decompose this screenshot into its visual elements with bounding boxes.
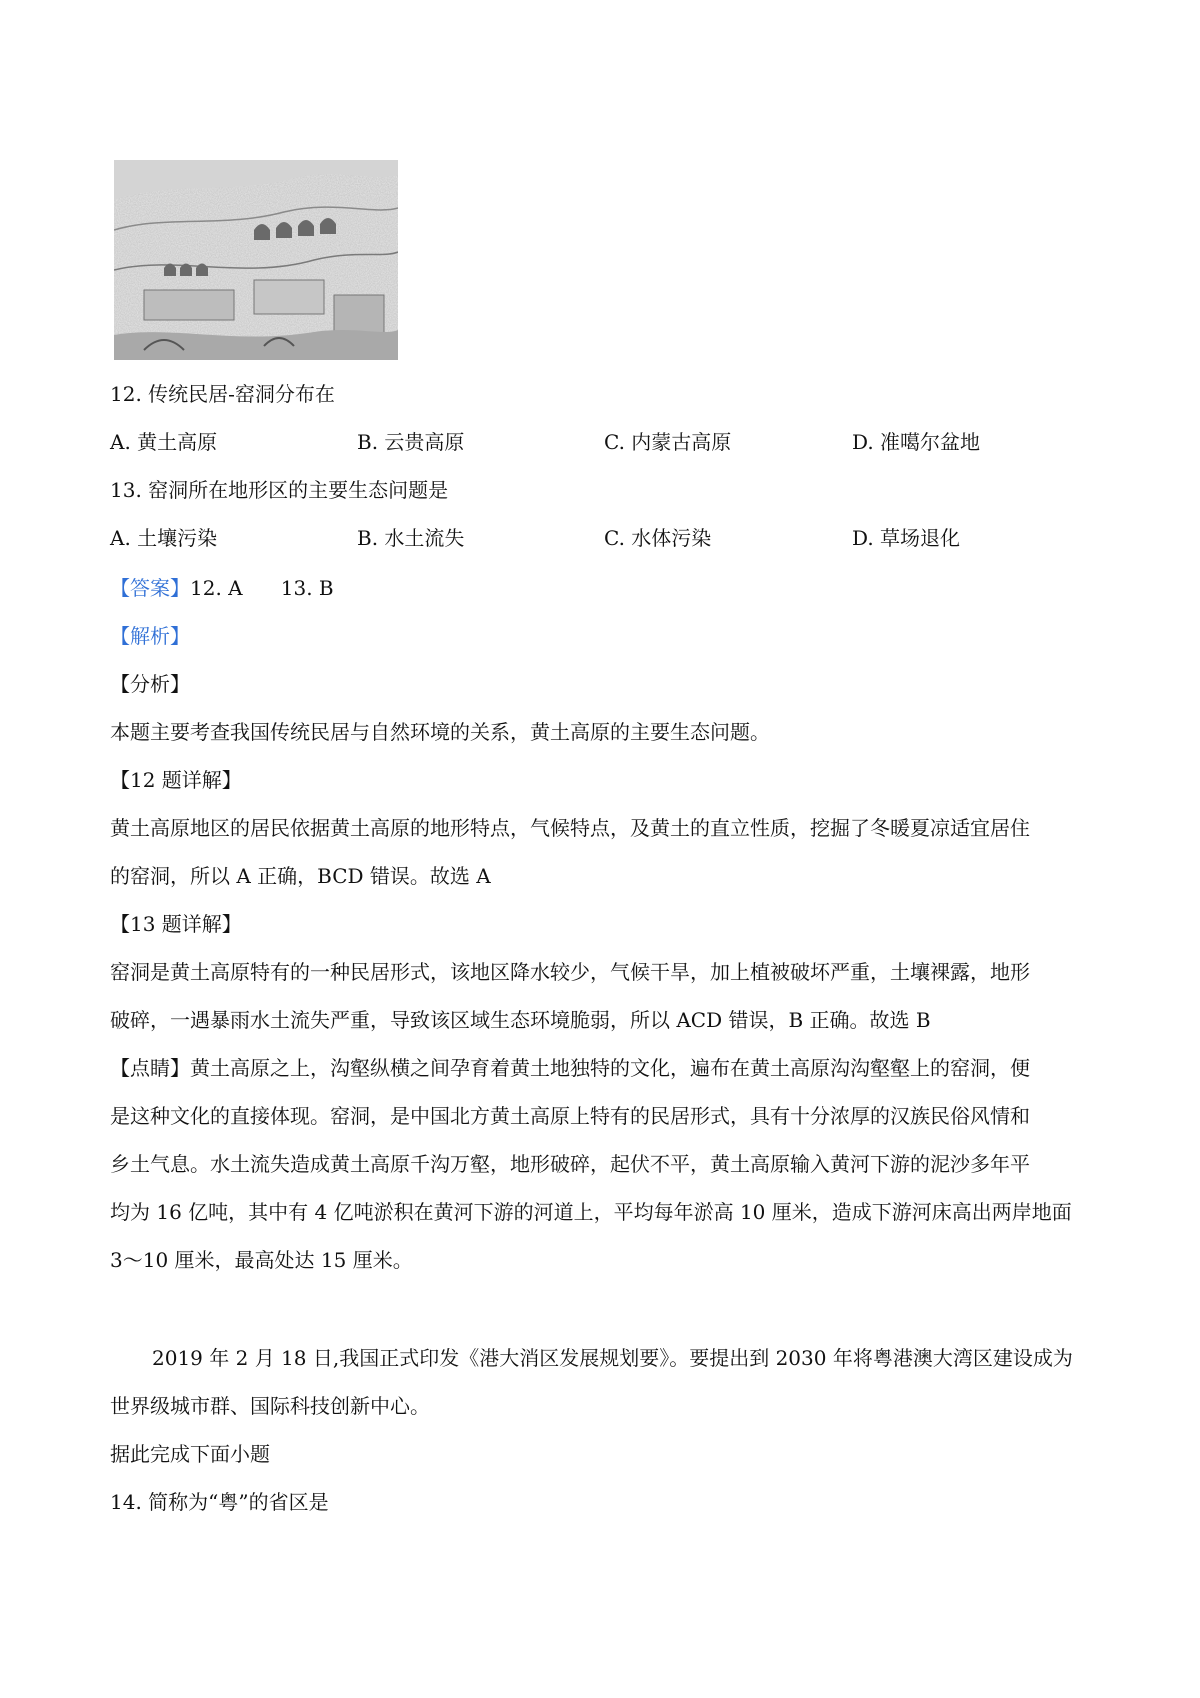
dianjing-line-2: 是这种文化的直接体现。窑洞，是中国北方黄土高原上特有的民居形式，具有十分浓厚的汉族民俗风情和 bbox=[110, 1104, 1030, 1128]
dianjing-line-5: 3～10 厘米，最高处达 15 厘米。 bbox=[110, 1248, 413, 1272]
q12-option-a[interactable]: A. 黄土高原 bbox=[110, 430, 218, 454]
q13-option-d[interactable]: D. 草场退化 bbox=[852, 526, 961, 550]
question-13-stem: 13. 窑洞所在地形区的主要生态问题是 bbox=[110, 478, 449, 502]
q13-option-a[interactable]: A. 土壤污染 bbox=[110, 526, 218, 550]
fenxi-text: 本题主要考查我国传统民居与自然环境的关系，黄土高原的主要生态问题。 bbox=[110, 720, 770, 744]
q13-option-c[interactable]: C. 水体污染 bbox=[604, 526, 712, 550]
analysis-label: 【解析】 bbox=[110, 624, 190, 648]
q12-option-b[interactable]: B. 云贵高原 bbox=[357, 430, 465, 454]
detail-12-line-1: 黄土高原地区的居民依据黄土高原的地形特点，气候特点，及黄土的直立性质，挖掘了冬暖夏凉适宜居住 bbox=[110, 816, 1030, 840]
answer-line bbox=[110, 574, 334, 602]
dianjing-line-3: 乡土气息。水土流失造成黄土高原千沟万壑，地形破碎，起伏不平，黄土高原输入黄河下游的泥沙多年平 bbox=[110, 1152, 1030, 1176]
intro-line-2: 世界级城市群、国际科技创新中心。 bbox=[110, 1394, 430, 1418]
intro-line-1: 2019 年 2 月 18 日,我国正式印发《港大消区发展规划要》。要提出到 2030 年将粤港澳大湾区建设成为 bbox=[152, 1346, 1073, 1370]
answer-text: 12. A 13. B bbox=[190, 576, 334, 600]
question-12-stem: 12. 传统民居-窑洞分布在 bbox=[110, 382, 335, 406]
cave-dwelling-sketch bbox=[114, 160, 398, 360]
q12-option-c[interactable]: C. 内蒙古高原 bbox=[604, 430, 732, 454]
answer-label: 【答案】 bbox=[110, 576, 190, 600]
detail-13-label: 【13 题详解】 bbox=[110, 912, 242, 936]
question-14-stem: 14. 简称为“粤”的省区是 bbox=[110, 1490, 329, 1514]
detail-12-label: 【12 题详解】 bbox=[110, 768, 242, 792]
dianjing-line-4: 均为 16 亿吨，其中有 4 亿吨淤积在黄河下游的河道上，平均每年淤高 10 厘米，造成下游河床高出两岸地面 bbox=[110, 1200, 1072, 1224]
q13-option-b[interactable]: B. 水土流失 bbox=[357, 526, 465, 550]
q12-option-d[interactable]: D. 准噶尔盆地 bbox=[852, 430, 981, 454]
fenxi-label: 【分析】 bbox=[110, 672, 190, 696]
detail-13-line-2: 破碎，一遇暴雨水土流失严重，导致该区域生态环境脆弱，所以 ACD 错误，B 正确。故选 B bbox=[110, 1008, 931, 1032]
dianjing-line-1: 【点睛】黄土高原之上，沟壑纵横之间孕育着黄土地独特的文化，遍布在黄土高原沟沟壑壑上的窑洞，便 bbox=[110, 1056, 1030, 1080]
intro-instruction: 据此完成下面小题 bbox=[110, 1442, 270, 1466]
detail-13-line-1: 窑洞是黄土高原特有的一种民居形式，该地区降水较少，气候干旱，加上植被破坏严重，土壤裸露，地形 bbox=[110, 960, 1030, 984]
detail-12-line-2: 的窑洞，所以 A 正确，BCD 错误。故选 A bbox=[110, 864, 491, 888]
